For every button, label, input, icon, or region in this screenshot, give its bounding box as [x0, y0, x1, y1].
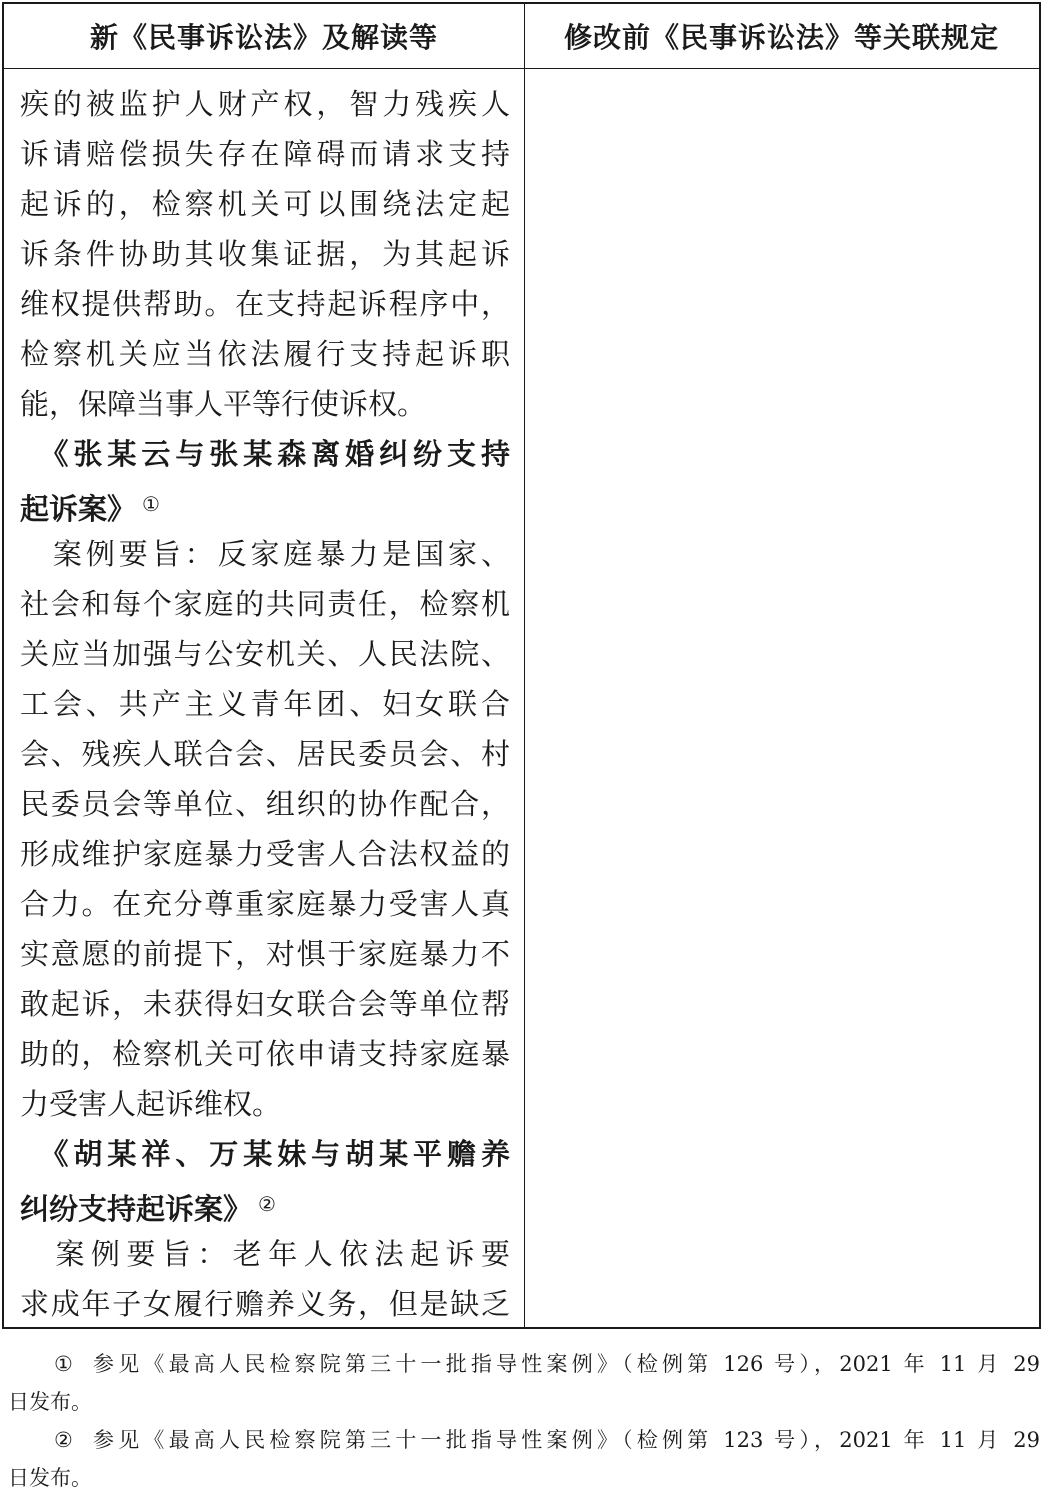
footnote-reference[interactable]: ①	[142, 492, 160, 516]
text-line-content: 案例要旨：反家庭暴力是国家、	[20, 537, 510, 571]
footnote-mark: ①	[54, 1352, 78, 1376]
text-line	[20, 979, 510, 1029]
text-line	[20, 1179, 510, 1229]
text-line-content: 敢起诉，未获得妇女联合会等单位帮	[20, 987, 510, 1021]
text-line-content: 诉条件协助其收集证据，为其起诉	[20, 237, 510, 271]
text-line	[20, 429, 510, 479]
text-line-content: 求成年子女履行赡养义务，但是缺乏	[20, 1287, 510, 1321]
footnote-mark: ②	[54, 1428, 78, 1452]
footnote-text-continued: 日发布。	[8, 1390, 92, 1414]
text-line	[20, 179, 510, 229]
text-line	[20, 79, 510, 129]
text-line-content: 力受害人起诉维权。	[20, 1087, 282, 1121]
text-line	[20, 779, 510, 829]
text-line-content: 社会和每个家庭的共同责任，检察机	[20, 587, 510, 621]
footnotes	[8, 1345, 1040, 1497]
text-line-content: 《张某云与张某森离婚纠纷支持	[20, 437, 510, 471]
text-line-content: 案例要旨：老年人依法起诉要	[20, 1237, 510, 1271]
right-column-body	[524, 69, 1039, 1327]
text-line-content: 《胡某祥、万某妹与胡某平赡养	[20, 1137, 510, 1171]
footnote-text: 参见《最高人民检察院第三十一批指导性案例》（检例第 126 号），2021 年 11 月 29	[93, 1352, 1040, 1376]
text-line-content: 维权提供帮助。在支持起诉程序中，	[20, 287, 510, 321]
text-line-content: 纠纷支持起诉案》	[20, 1192, 253, 1226]
text-line	[20, 1029, 510, 1079]
text-line	[20, 529, 510, 579]
text-line	[20, 679, 510, 729]
comparison-table	[2, 2, 1041, 1329]
text-line	[20, 579, 510, 629]
text-line-content: 起诉案》	[20, 492, 137, 526]
text-line-content: 疾的被监护人财产权，智力残疾人	[20, 87, 510, 121]
text-line	[20, 1079, 510, 1129]
text-line	[20, 729, 510, 779]
left-column-body	[20, 79, 510, 1329]
text-line	[20, 829, 510, 879]
text-line-content: 工会、共产主义青年团、妇女联合	[20, 687, 510, 721]
text-line	[20, 929, 510, 979]
text-line	[20, 229, 510, 279]
text-line	[20, 1129, 510, 1179]
text-line	[20, 329, 510, 379]
text-line-content: 民委员会等单位、组织的协作配合，	[20, 787, 510, 821]
text-line-content: 合力。在充分尊重家庭暴力受害人真	[20, 887, 510, 921]
text-line	[20, 279, 510, 329]
text-line-content: 助的，检察机关可依申请支持家庭暴	[20, 1037, 510, 1071]
text-line-content: 关应当加强与公安机关、人民法院、	[20, 637, 510, 671]
footnote-text-continued: 日发布。	[8, 1466, 92, 1490]
text-line-content: 能，保障当事人平等行使诉权。	[20, 387, 427, 421]
text-line-content: 实意愿的前提下，对惧于家庭暴力不	[20, 937, 510, 971]
footnote-text: 参见《最高人民检察院第三十一批指导性案例》（检例第 123 号），2021 年 11 月 29	[93, 1428, 1040, 1452]
text-line-content: 起诉的，检察机关可以围绕法定起	[20, 187, 510, 221]
text-line	[20, 629, 510, 679]
header-old-law: 修改前《民事诉讼法》等关联规定	[563, 21, 999, 54]
footnote-item	[8, 1421, 1040, 1459]
text-line	[20, 129, 510, 179]
text-line	[20, 1229, 510, 1279]
text-line	[20, 879, 510, 929]
text-line	[20, 479, 510, 529]
text-line	[20, 379, 510, 429]
footnote-item	[8, 1345, 1040, 1383]
footnote-reference[interactable]: ②	[258, 1192, 276, 1216]
text-line-content: 会、残疾人联合会、居民委员会、村	[20, 737, 510, 771]
header-new-law: 新《民事诉讼法》及解读等	[89, 21, 438, 54]
text-line-content: 诉请赔偿损失存在障碍而请求支持	[20, 137, 510, 171]
text-line	[20, 1279, 510, 1329]
text-line-content: 检察机关应当依法履行支持起诉职	[20, 337, 510, 371]
text-line-content: 形成维护家庭暴力受害人合法权益的	[20, 837, 510, 871]
